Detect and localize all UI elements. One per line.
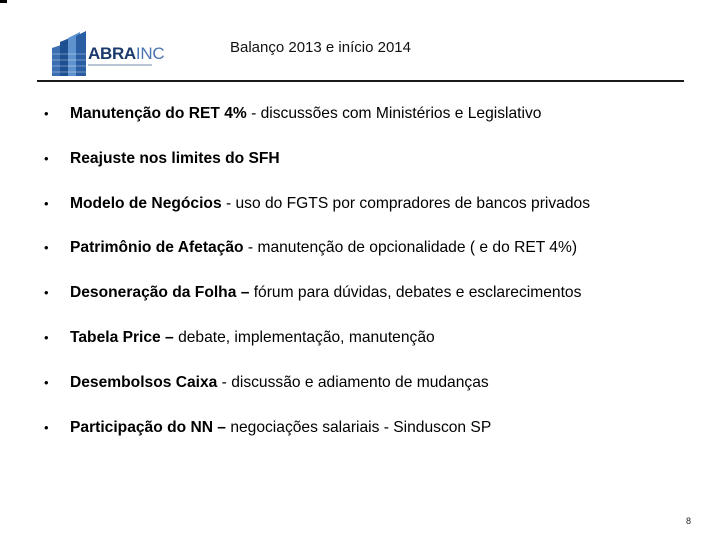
bullet-bold: Modelo de Negócios <box>70 194 222 212</box>
bullet-list <box>44 104 590 462</box>
bullet-dot: • <box>44 150 49 166</box>
bullet-item <box>44 283 590 328</box>
bullet-dot: • <box>44 285 49 301</box>
logo-text-light: INC <box>135 44 165 63</box>
bullet-dot: • <box>44 195 49 211</box>
bullet-bold: Manutenção do RET 4% <box>70 105 247 122</box>
bullet-text <box>70 104 541 124</box>
bullet-item <box>44 238 590 283</box>
bullet-bold: Patrimônio de Afetação <box>70 239 244 257</box>
bullet-item <box>44 418 590 463</box>
bullet-rest: - discussões com Ministérios e Legislativo <box>246 105 542 122</box>
corner-mark <box>0 0 7 3</box>
bullet-rest: fórum para dúvidas, debates e esclarecimentos <box>249 284 582 302</box>
bullet-bold: Reajuste nos limites do SFH <box>70 149 280 167</box>
bullet-dot: • <box>44 240 49 256</box>
bullet-text <box>70 283 581 303</box>
bullet-dot: • <box>44 106 49 121</box>
bullet-item <box>44 104 590 149</box>
bullet-text <box>70 149 280 169</box>
bullet-dot: • <box>44 329 49 345</box>
bullet-item <box>44 149 590 194</box>
bullet-bold: Desembolsos Caixa <box>70 373 218 391</box>
bullet-rest: - discussão e adiamento de mudanças <box>217 373 489 391</box>
bullet-text <box>70 418 491 438</box>
bullet-bold: Tabela Price – <box>70 328 174 346</box>
bullet-text <box>70 373 489 393</box>
bullet-item <box>44 194 590 239</box>
bullet-text <box>70 238 577 258</box>
bullet-rest: - uso do FGTS por compradores de bancos privados <box>221 194 590 212</box>
slide-title: Balanço 2013 e início 2014 <box>230 39 411 56</box>
logo-tagline <box>88 64 152 66</box>
title-divider <box>37 80 684 82</box>
bullet-rest: debate, implementação, manutenção <box>173 328 435 346</box>
logo-wordmark <box>88 44 164 64</box>
bullet-dot: • <box>44 374 49 390</box>
bullet-item <box>44 373 590 418</box>
bullet-text <box>70 194 590 214</box>
bullet-text <box>70 328 435 348</box>
bullet-bold: Participação do NN – <box>70 418 226 436</box>
logo-text-bold: ABRA <box>88 44 136 63</box>
bullet-rest: - manutenção de opcionalidade ( e do RET 4%) <box>243 239 578 257</box>
bullet-bold: Desoneração da Folha – <box>70 284 250 302</box>
page-number: 8 <box>686 516 692 526</box>
bullet-dot: • <box>44 419 49 435</box>
bullet-rest: negociações salariais - Sinduscon SP <box>225 418 492 436</box>
bullet-item <box>44 328 590 373</box>
